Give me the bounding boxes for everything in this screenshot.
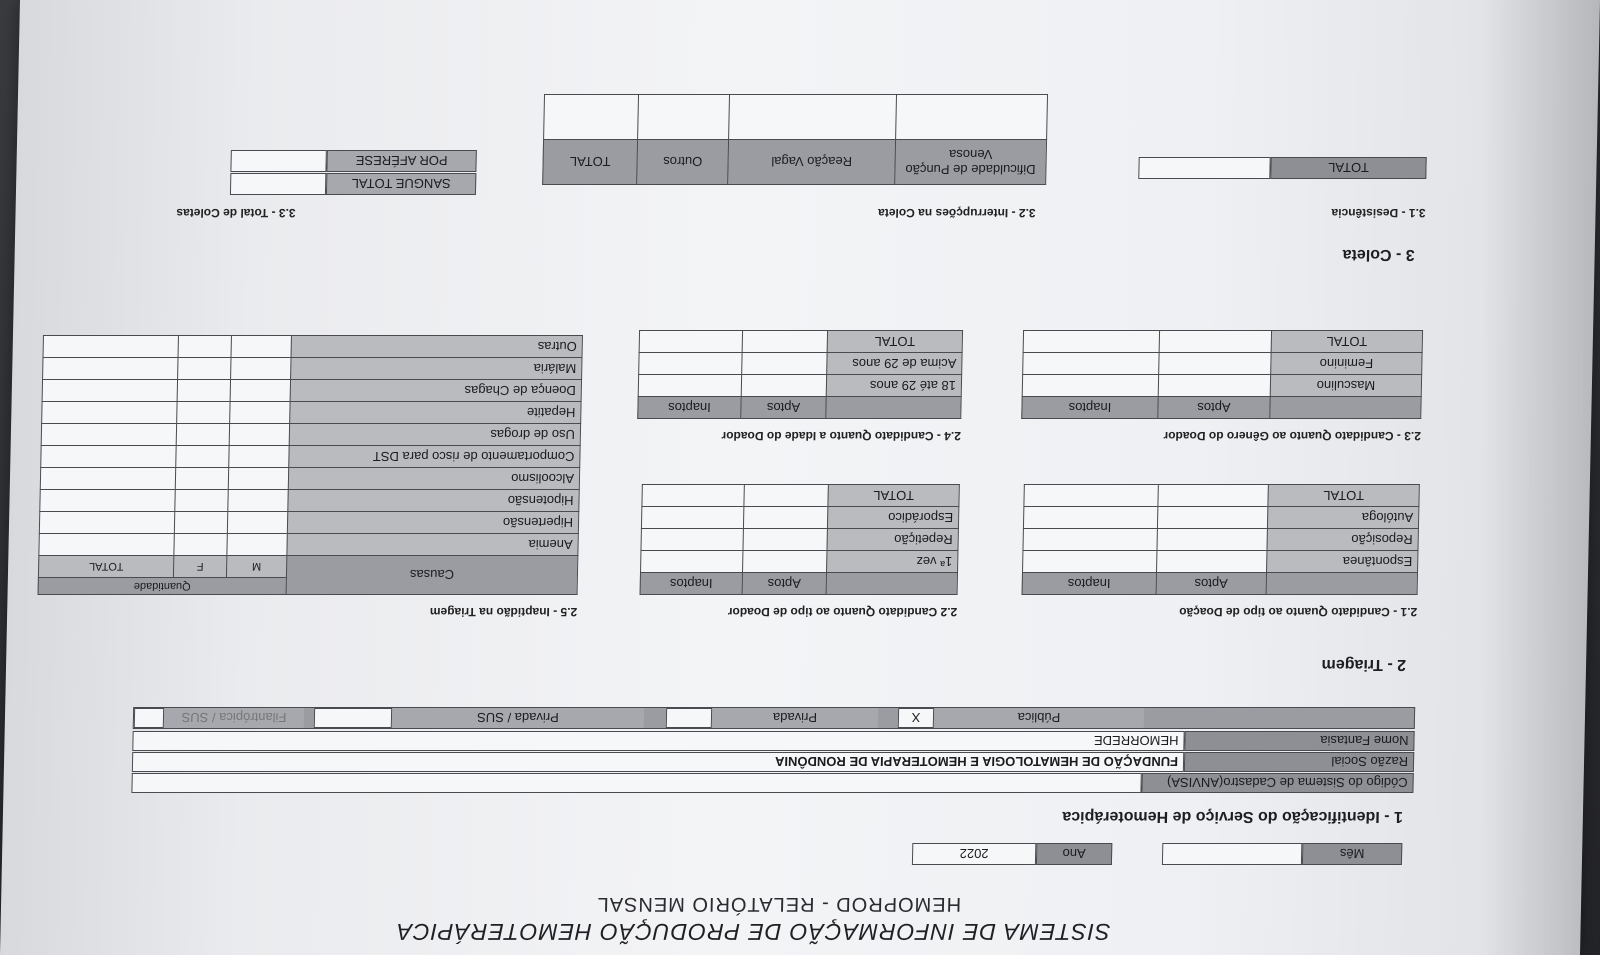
- t23-col-inaptos: Inaptos: [1022, 397, 1158, 419]
- row-label: Reposição: [1267, 529, 1418, 551]
- data-cell[interactable]: [178, 358, 231, 380]
- data-cell[interactable]: [1159, 331, 1272, 353]
- data-cell[interactable]: [742, 331, 827, 353]
- t25-sub-m: M: [226, 556, 286, 578]
- table-row: [40, 468, 579, 490]
- row-label: Feminino: [1271, 353, 1422, 375]
- data-cell[interactable]: [741, 375, 826, 397]
- filantropica-label: Filantrópica / SUS: [164, 708, 304, 728]
- publica-label: Pública: [934, 708, 1144, 728]
- s33-sangue-label: SANGUE TOTAL: [326, 173, 476, 195]
- s32-header-outros: Outros: [637, 140, 729, 185]
- row-label: Hipotensão: [288, 490, 579, 512]
- month-input[interactable]: [1162, 843, 1302, 865]
- t22-title: 2.2 Candidato Quanto ao tipo de Doador: [727, 605, 958, 619]
- row-label: Esporádico: [827, 507, 958, 529]
- table-row: [43, 358, 582, 380]
- data-cell[interactable]: [1156, 551, 1267, 573]
- data-cell[interactable]: [1157, 529, 1268, 551]
- row-label: Hipertensão: [287, 512, 578, 534]
- table-row: [41, 424, 580, 446]
- row-label: Malária: [291, 358, 582, 380]
- data-cell[interactable]: [1023, 331, 1159, 353]
- data-cell[interactable]: [638, 95, 730, 140]
- row-label: TOTAL: [828, 485, 959, 507]
- data-cell[interactable]: [228, 490, 288, 512]
- data-cell[interactable]: [227, 534, 287, 556]
- table-row: [39, 534, 578, 556]
- nome-fantasia-label: Nome Fantasia: [1184, 731, 1414, 751]
- s31-title: 3.1 - Desistência: [1331, 206, 1426, 220]
- table-row: [1023, 353, 1422, 375]
- year-field-group: [912, 843, 1112, 865]
- table-row: [638, 397, 961, 419]
- t22-col-aptos: Aptos: [742, 573, 827, 595]
- row-label: Doença de Chagas: [290, 380, 581, 402]
- section-2-title: 2 - Triagem: [1321, 656, 1407, 673]
- row-label: Anemia: [287, 534, 578, 556]
- t25-table: [38, 335, 583, 595]
- t21-col-inaptos: Inaptos: [1022, 573, 1156, 595]
- row-label: 1ª vez: [827, 551, 958, 573]
- data-cell[interactable]: [744, 485, 829, 507]
- privada-label: Privada: [712, 708, 878, 728]
- data-cell[interactable]: [177, 402, 230, 424]
- row-label: TOTAL: [1268, 485, 1419, 507]
- table-row: [544, 95, 1048, 140]
- data-cell[interactable]: [1023, 353, 1159, 375]
- table-row: [1023, 331, 1422, 353]
- section-3-title: 3 - Coleta: [1342, 246, 1415, 263]
- table-row: [42, 402, 581, 424]
- t25-causas-header: Causas: [286, 556, 578, 595]
- year-label: Ano: [1036, 843, 1112, 865]
- table-corner: [1270, 397, 1421, 419]
- form-title: SISTEMA DE INFORMAÇÃO DE PRODUÇÃO HEMOTERÁPICA: [395, 919, 1111, 945]
- row-label: Acima de 29 anos: [827, 353, 962, 375]
- table-row: [1023, 551, 1418, 573]
- t21-table: [1022, 484, 1420, 595]
- data-cell[interactable]: [42, 380, 178, 402]
- data-cell[interactable]: [743, 529, 828, 551]
- data-cell[interactable]: [1023, 551, 1157, 573]
- data-cell[interactable]: [641, 551, 743, 573]
- s32-header-reacao: Reação Vagal: [728, 140, 896, 185]
- data-cell[interactable]: [1157, 507, 1268, 529]
- data-cell[interactable]: [177, 380, 230, 402]
- table-row: [41, 446, 580, 468]
- data-cell[interactable]: [227, 512, 287, 534]
- month-label: Mês: [1302, 843, 1402, 865]
- s32-header-dificuldade: Dificuldade de Punção Venosa: [895, 140, 1047, 185]
- t25-quantidade-header: Quantidade: [38, 578, 286, 595]
- table-row: [641, 529, 958, 551]
- t24-col-aptos: Aptos: [741, 397, 826, 419]
- data-cell[interactable]: [231, 358, 291, 380]
- t22-col-inaptos: Inaptos: [640, 573, 742, 595]
- table-row: [43, 336, 582, 358]
- data-cell[interactable]: [729, 95, 897, 140]
- table-row: [640, 573, 957, 595]
- table-row: [1022, 573, 1417, 595]
- data-cell[interactable]: [641, 507, 743, 529]
- data-cell[interactable]: [1023, 507, 1157, 529]
- row-label: Outras: [291, 336, 582, 358]
- row-label: 18 até 29 anos: [826, 375, 961, 397]
- data-cell[interactable]: [1158, 485, 1269, 507]
- data-cell[interactable]: [174, 534, 227, 556]
- data-cell[interactable]: [42, 402, 178, 424]
- t24-table: [637, 330, 963, 419]
- row-label: Espontânea: [1267, 551, 1418, 573]
- data-cell[interactable]: [41, 424, 177, 446]
- data-cell[interactable]: [43, 336, 179, 358]
- data-cell[interactable]: [1158, 375, 1271, 397]
- table-row: [543, 140, 1047, 185]
- data-cell[interactable]: [1023, 529, 1157, 551]
- table-row: [642, 485, 959, 507]
- row-label: Repetição: [827, 529, 958, 551]
- data-cell[interactable]: [41, 446, 177, 468]
- table-row: [42, 380, 581, 402]
- row-label: Uso de drogas: [289, 424, 580, 446]
- data-cell[interactable]: [1159, 353, 1272, 375]
- month-field-group: [1162, 843, 1402, 865]
- table-row: [1023, 529, 1418, 551]
- nome-fantasia-input[interactable]: HEMORREDE: [132, 731, 1184, 751]
- data-cell[interactable]: [544, 95, 639, 140]
- data-cell[interactable]: [231, 336, 291, 358]
- table-corner: [826, 397, 961, 419]
- form-subtitle: HEMOPROD - RELATÓRIO MENSAL: [596, 893, 962, 915]
- row-label: Hepatite: [290, 402, 581, 424]
- table-row: [639, 353, 962, 375]
- data-cell[interactable]: [176, 424, 229, 446]
- table-row: [1024, 485, 1419, 507]
- row-label: TOTAL: [1271, 331, 1422, 353]
- t25-sub-total: TOTAL: [38, 556, 174, 578]
- data-cell[interactable]: [229, 446, 289, 468]
- data-cell[interactable]: [896, 95, 1048, 140]
- privada-checkbox[interactable]: [666, 708, 712, 728]
- data-cell[interactable]: [40, 490, 176, 512]
- natureza-row: [133, 707, 1415, 729]
- table-row: [40, 490, 579, 512]
- data-cell[interactable]: [175, 468, 228, 490]
- data-cell[interactable]: [228, 468, 288, 490]
- table-corner: [826, 573, 957, 595]
- section-1-title: 1 - Identificação do Serviço de Hemoterápica: [1062, 808, 1404, 825]
- s31-total-label: TOTAL: [1270, 157, 1426, 179]
- t21-title: 2.1 - Candidato Quanto ao tipo de Doação: [1179, 605, 1418, 619]
- data-cell[interactable]: [175, 490, 228, 512]
- data-cell[interactable]: [641, 529, 743, 551]
- t23-title: 2.3 - Candidato Quanto ao Gênero do Doador: [1163, 429, 1422, 443]
- razao-social-input[interactable]: FUNDAÇÃO DE HEMATOLOGIA E HEMOTERAPIA DE RONDÔNIA: [132, 752, 1184, 772]
- data-cell[interactable]: [230, 380, 290, 402]
- data-cell[interactable]: [229, 424, 289, 446]
- s32-header-total: TOTAL: [543, 140, 638, 185]
- t25-sub-f: F: [174, 556, 227, 578]
- s33-sangue-input[interactable]: [230, 173, 326, 195]
- t22-table: [640, 484, 960, 595]
- row-label: Autóloga: [1267, 507, 1418, 529]
- data-cell[interactable]: [1022, 375, 1158, 397]
- table-row: [639, 331, 962, 353]
- privada-sus-label: Privada / SUS: [392, 708, 644, 728]
- data-cell[interactable]: [639, 353, 742, 375]
- data-cell[interactable]: [175, 512, 228, 534]
- data-cell[interactable]: [639, 331, 742, 353]
- data-cell[interactable]: [43, 358, 179, 380]
- codigo-input[interactable]: [131, 773, 1141, 793]
- privada-sus-checkbox[interactable]: [314, 708, 392, 728]
- s33-aferese-label: POR AFÉRESE: [326, 150, 476, 172]
- row-label: Alcoolismo: [288, 468, 579, 490]
- s32-title: 3.2 - Interrupções na Coleta: [878, 206, 1036, 220]
- year-input[interactable]: 2022: [912, 843, 1036, 865]
- data-cell[interactable]: [178, 336, 231, 358]
- data-cell[interactable]: [742, 551, 827, 573]
- data-cell[interactable]: [1024, 485, 1158, 507]
- data-cell[interactable]: [176, 446, 229, 468]
- table-corner: [1266, 573, 1417, 595]
- table-row: [1023, 507, 1418, 529]
- data-cell[interactable]: [638, 375, 741, 397]
- t24-title: 2.4 - Candidato Quanto a Idade do Doador: [721, 429, 962, 443]
- t24-col-inaptos: Inaptos: [638, 397, 741, 419]
- razao-social-label: Razão Social: [1184, 752, 1414, 772]
- data-cell[interactable]: [39, 512, 175, 534]
- row-label: TOTAL: [827, 331, 962, 353]
- t23-col-aptos: Aptos: [1158, 397, 1271, 419]
- row-label: Comportamento de risco para DST: [289, 446, 580, 468]
- table-row: [1022, 397, 1421, 419]
- table-row: [641, 551, 958, 573]
- s33-aferese-input[interactable]: [230, 150, 326, 172]
- table-row: [39, 512, 578, 534]
- table-row: [638, 375, 961, 397]
- t21-col-aptos: Aptos: [1156, 573, 1267, 595]
- data-cell[interactable]: [642, 485, 744, 507]
- data-cell[interactable]: [40, 468, 176, 490]
- t23-table: [1021, 330, 1423, 419]
- table-row: [641, 507, 958, 529]
- filantropica-checkbox[interactable]: [134, 708, 164, 728]
- s32-table: [542, 94, 1048, 185]
- data-cell[interactable]: [743, 507, 828, 529]
- codigo-label: Código do Sistema de Cadastro(ANVISA): [1141, 773, 1413, 793]
- publica-checkbox[interactable]: X: [898, 708, 934, 728]
- row-label: Masculino: [1270, 375, 1421, 397]
- data-cell[interactable]: [39, 534, 175, 556]
- s33-title: 3.3 - Total de Coletas: [176, 206, 296, 220]
- table-row: [38, 578, 577, 595]
- s31-total-input[interactable]: [1138, 157, 1270, 179]
- data-cell[interactable]: [742, 353, 827, 375]
- data-cell[interactable]: [230, 402, 290, 424]
- table-row: [1022, 375, 1421, 397]
- t25-title: 2.5 - Inaptidão na Triagem: [429, 605, 578, 619]
